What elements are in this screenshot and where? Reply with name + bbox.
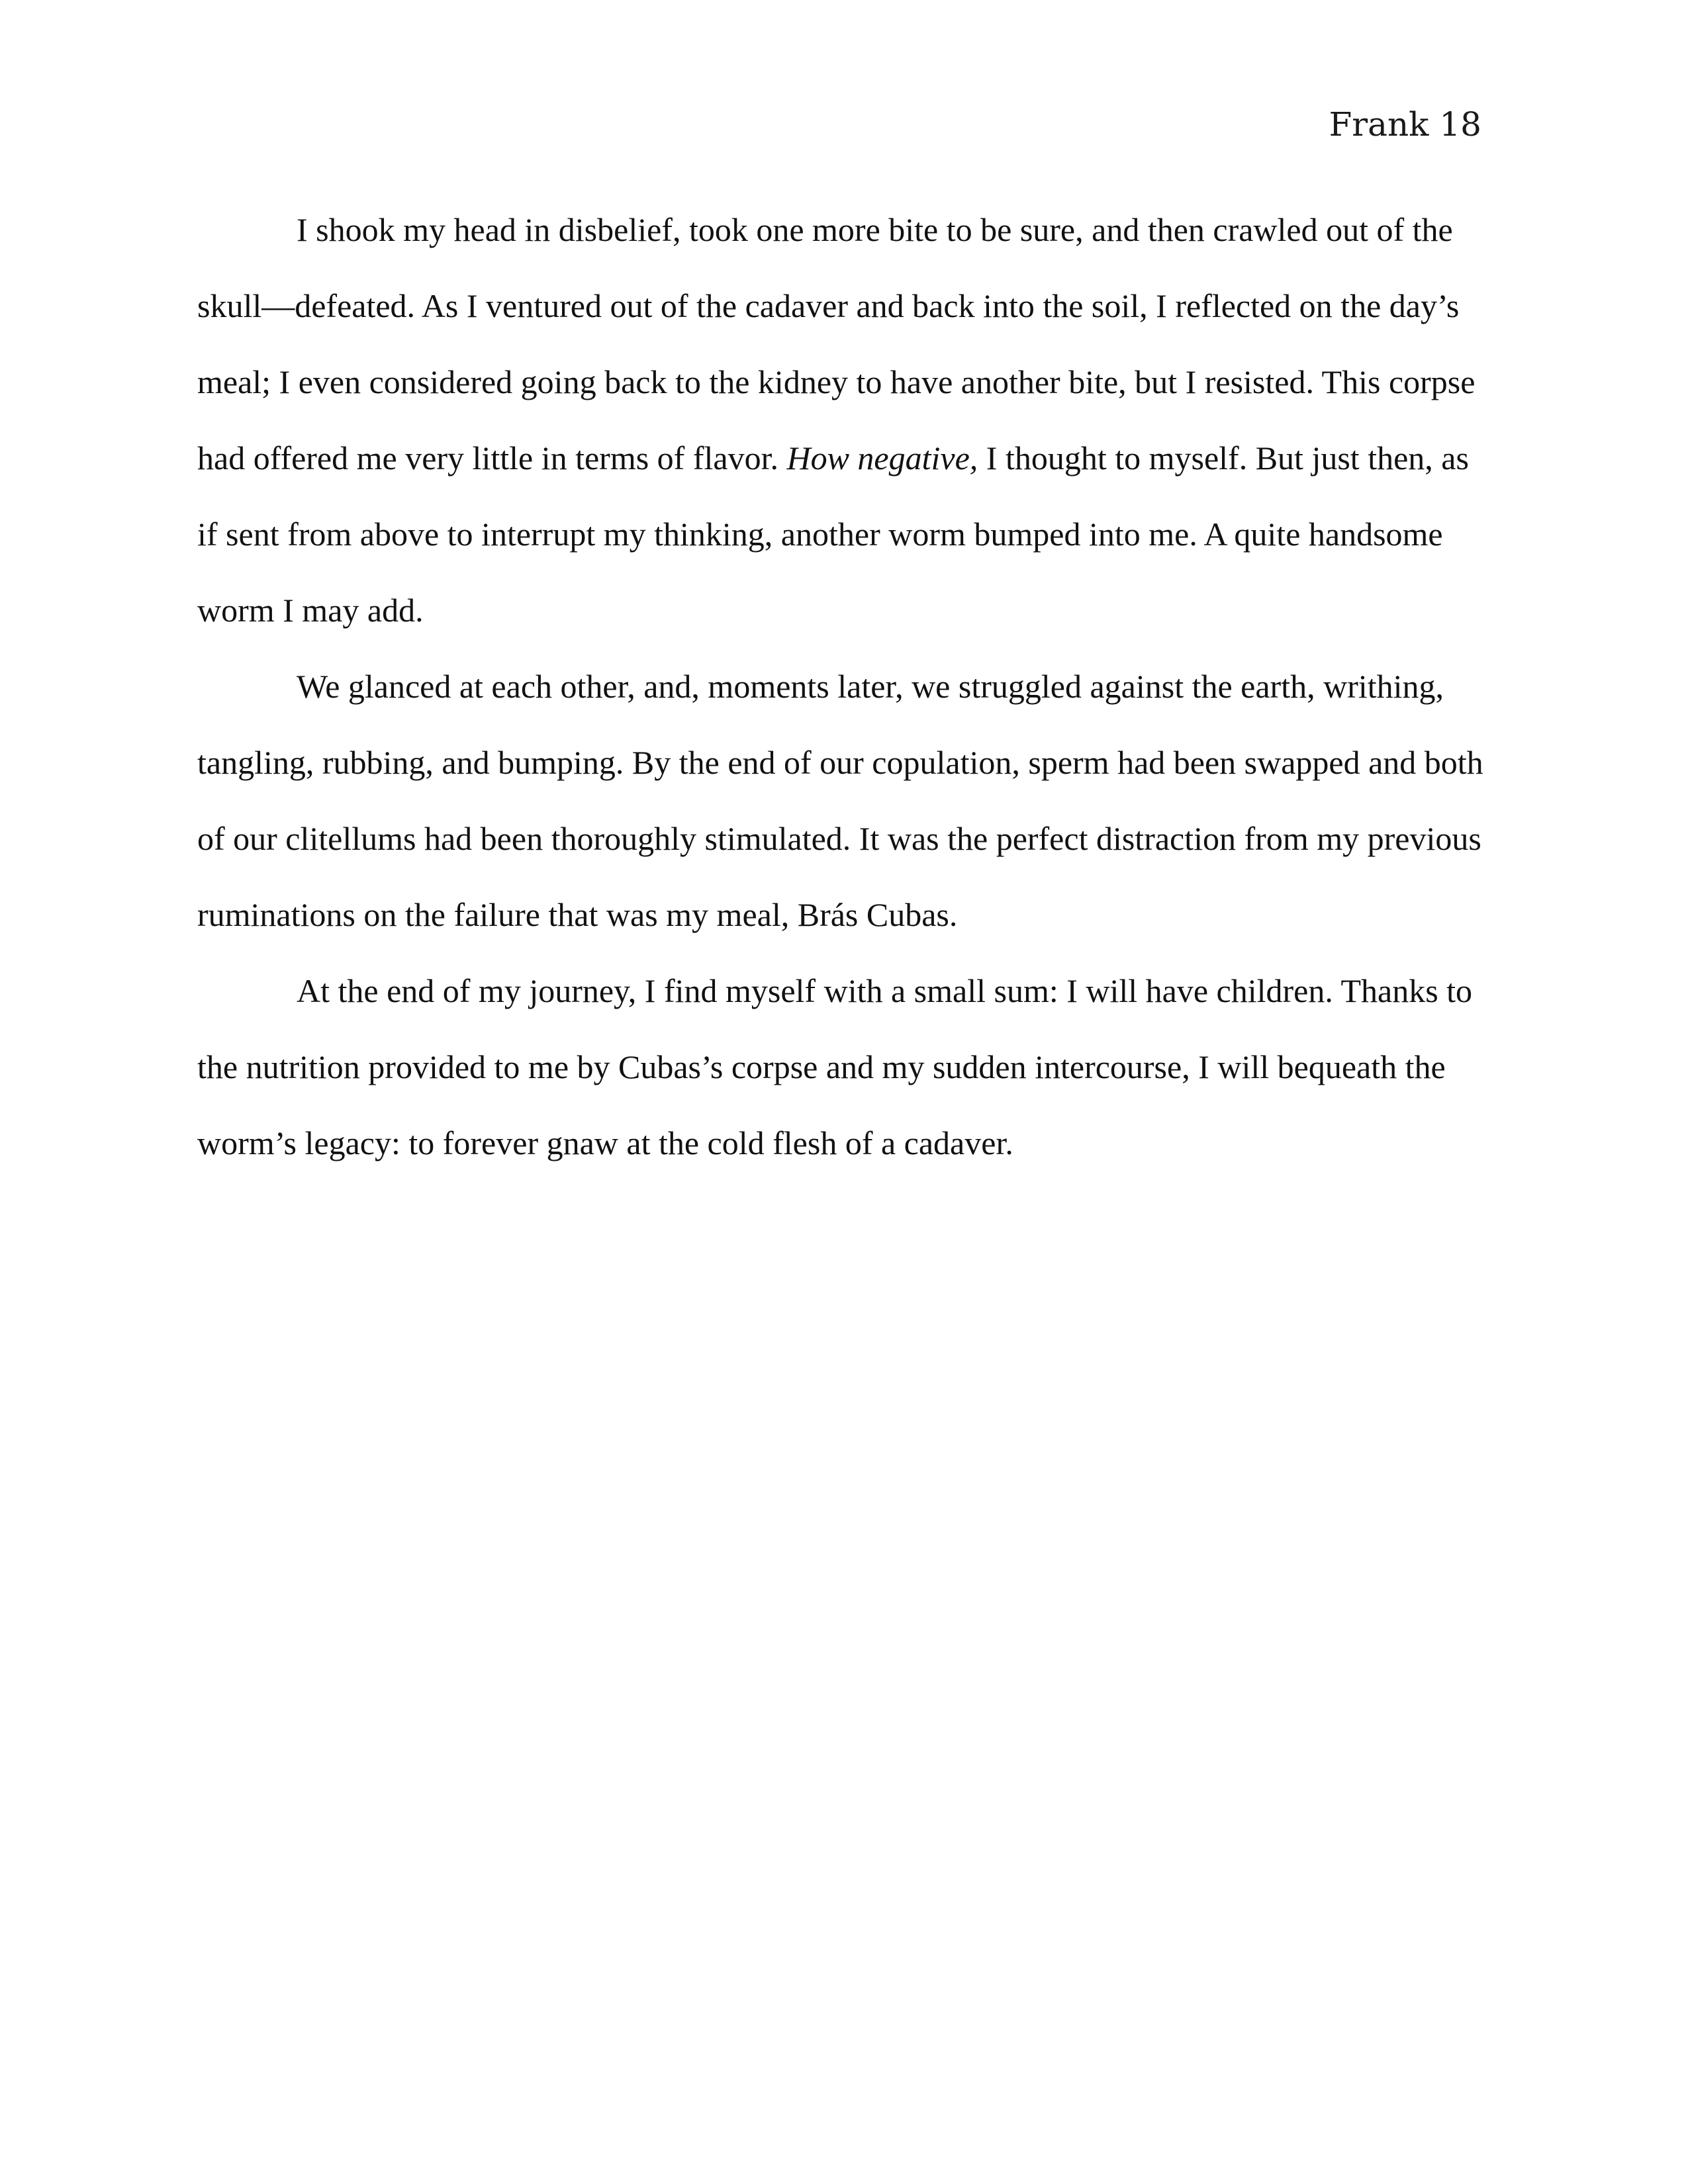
paragraph-1-text-before: I shook my head in disbelief, took one more bite to be sure, and then crawled out of the skull—defeated. As I ventured out of the cadaver and back into the soil, I reflected on the day’s meal; I even considered going back to the kidney to have another bite, but I resisted. This corpse had offered me very little in terms of flavor. (197, 211, 1476, 477)
paragraph-2: We glanced at each other, and, moments later, we struggled against the earth, writhing, tangling, rubbing, and bumping. By the end of our copulation, sperm had been swapped and both of our clitellums had been thoroughly stimulated. It was the perfect distraction from my previous ruminations on the failure that was my meal, Brás Cubas. (197, 668, 1483, 933)
body-text (197, 192, 1489, 1181)
paragraph-3: At the end of my journey, I find myself with a small sum: I will have children. Thanks to the nutrition provided to me by Cubas’s corpse and my sudden intercourse, I will bequeath the worm’s legacy: to forever gnaw at the cold flesh of a cadaver. (197, 972, 1473, 1161)
paragraph-1-italic-phrase: How negative, (786, 439, 978, 477)
paragraph-1 (197, 192, 1489, 649)
running-head: Frank 18 (1329, 105, 1481, 144)
paragraph-1-text-after: I thought to myself. But just then, as if sent from above to interrupt my thinking, another worm bumped into me. A quite handsome worm I may add. (197, 439, 1469, 629)
